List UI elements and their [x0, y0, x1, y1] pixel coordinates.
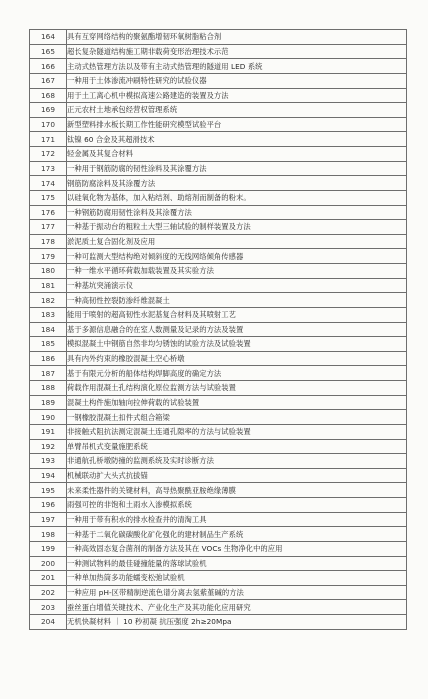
- table-row: [30, 351, 407, 366]
- row-number: 179: [30, 249, 67, 264]
- technology-title: 一种可监测大型结构绝对倾斜度的无线网络倾角传感器: [67, 249, 407, 264]
- table-row: [30, 395, 407, 410]
- technology-title: 单臂吊机式变量施肥系统: [67, 439, 407, 454]
- technology-title: 一种用于带有积水的排水检查井的清淘工具: [67, 512, 407, 527]
- row-number: 199: [30, 541, 67, 556]
- row-number: 191: [30, 424, 67, 439]
- table-row: [30, 366, 407, 381]
- row-number: 180: [30, 264, 67, 279]
- table-row: [30, 381, 407, 396]
- row-number: 189: [30, 395, 67, 410]
- row-number: 177: [30, 220, 67, 235]
- row-number: 181: [30, 278, 67, 293]
- technology-title: 正元农村土地承包经营权管理系统: [67, 103, 407, 118]
- row-number: 194: [30, 468, 67, 483]
- table-row: [30, 512, 407, 527]
- technology-title: 模拟混凝土中钢筋自然非均匀锈蚀的试验方法及试验装置: [67, 337, 407, 352]
- technology-title: 一种测试物料的最佳碰撞能量的落球试验机: [67, 556, 407, 571]
- row-number: 183: [30, 307, 67, 322]
- table-row: [30, 73, 407, 88]
- technology-title: 未来柔性器件的关键材料，高导热聚酰亚胺绝缘薄膜: [67, 483, 407, 498]
- table-row: [30, 176, 407, 191]
- technology-title: 机械联动扩大头式抗拔锚: [67, 468, 407, 483]
- technology-title: 超长复杂隧道结构施工期非载荷变形治理技术示范: [67, 44, 407, 59]
- row-number: 173: [30, 161, 67, 176]
- table-row: [30, 205, 407, 220]
- table-row: [30, 264, 407, 279]
- technology-title: 主动式热管理方法以及带有主动式热管理的隧道用 LED 系统: [67, 59, 407, 74]
- row-number: 168: [30, 88, 67, 103]
- technology-title: 无机快凝材料 ｜ 10 秒初凝 抗压强度 2h≥20Mpa: [67, 615, 407, 630]
- technology-title: 新型塑料排水板长期工作性能研究模型试验平台: [67, 117, 407, 132]
- technology-title: 一种单加热筒多功能蠕变松弛试验机: [67, 571, 407, 586]
- table-row: [30, 117, 407, 132]
- technology-title: 一种用于土体渗流冲刷特性研究的试验仪器: [67, 73, 407, 88]
- table-row: [30, 337, 407, 352]
- row-number: 192: [30, 439, 67, 454]
- row-number: 176: [30, 205, 67, 220]
- table-row: [30, 585, 407, 600]
- table-row: [30, 59, 407, 74]
- technology-title: 一种基于振动台的粗粒土大型三轴试验的制样装置及方法: [67, 220, 407, 235]
- table-row: [30, 454, 407, 469]
- row-number: 196: [30, 498, 67, 513]
- row-number: 203: [30, 600, 67, 615]
- row-number: 169: [30, 103, 67, 118]
- row-number: 190: [30, 410, 67, 425]
- technology-title: 一种高效固态复合菌剂的制备方法及其在 VOCs 生物净化中的应用: [67, 541, 407, 556]
- table-row: [30, 249, 407, 264]
- table-body: [30, 30, 407, 630]
- technology-title: 蚕丝蛋白增值关键技术、产业化生产及其功能化应用研究: [67, 600, 407, 615]
- table-row: [30, 293, 407, 308]
- table-row: [30, 30, 407, 45]
- technology-title: 基于有限元分析的船体结构焊脚高度的确定方法: [67, 366, 407, 381]
- row-number: 178: [30, 234, 67, 249]
- row-number: 185: [30, 337, 67, 352]
- table-row: [30, 44, 407, 59]
- table-row: [30, 103, 407, 118]
- technology-title: 一种基于二氧化碳碳酸化矿化强化的建材制品生产系统: [67, 527, 407, 542]
- row-number: 184: [30, 322, 67, 337]
- row-number: 202: [30, 585, 67, 600]
- table-row: [30, 483, 407, 498]
- row-number: 170: [30, 117, 67, 132]
- technology-title: 一种基坑突涌演示仪: [67, 278, 407, 293]
- technology-title: 雨强可控的非饱和土雨水入渗模拟系统: [67, 498, 407, 513]
- table-row: [30, 424, 407, 439]
- table-row: [30, 307, 407, 322]
- technology-title: 能用于喷射的超高韧性水泥基复合材料及其喷射工艺: [67, 307, 407, 322]
- row-number: 188: [30, 381, 67, 396]
- table-row: [30, 190, 407, 205]
- row-number: 165: [30, 44, 67, 59]
- table-row: [30, 615, 407, 630]
- technology-title: 一钢橡胶混凝土扣件式组合箱梁: [67, 410, 407, 425]
- row-number: 198: [30, 527, 67, 542]
- row-number: 186: [30, 351, 67, 366]
- table-row: [30, 220, 407, 235]
- technology-title: 具有互穿网络结构的聚氨酯增韧环氧树脂粘合剂: [67, 30, 407, 45]
- table-row: [30, 234, 407, 249]
- table-row: [30, 556, 407, 571]
- table-row: [30, 278, 407, 293]
- technology-title: 基于多源信息融合的在室人数测量及记录的方法及装置: [67, 322, 407, 337]
- technology-title: 钢筋防腐涂料及其涂覆方法: [67, 176, 407, 191]
- row-number: 182: [30, 293, 67, 308]
- technology-title: 混凝土构件施加轴向拉伸荷载的试验装置: [67, 395, 407, 410]
- row-number: 195: [30, 483, 67, 498]
- table-row: [30, 571, 407, 586]
- technology-title: 钛镍 60 合金及其超滑技术: [67, 132, 407, 147]
- row-number: 187: [30, 366, 67, 381]
- technology-title: 一种高韧性控裂防渗纤维混凝土: [67, 293, 407, 308]
- technology-title: 非通航孔桥墩防撞的监测系统及实时诊断方法: [67, 454, 407, 469]
- row-number: 201: [30, 571, 67, 586]
- table-row: [30, 132, 407, 147]
- table-row: [30, 322, 407, 337]
- row-number: 171: [30, 132, 67, 147]
- technology-title: 非接触式阻抗法测定混凝土连通孔隙率的方法与试验装置: [67, 424, 407, 439]
- row-number: 172: [30, 147, 67, 162]
- row-number: 167: [30, 73, 67, 88]
- table-row: [30, 161, 407, 176]
- row-number: 175: [30, 190, 67, 205]
- row-number: 174: [30, 176, 67, 191]
- row-number: 193: [30, 454, 67, 469]
- table-row: [30, 88, 407, 103]
- table-row: [30, 541, 407, 556]
- table-row: [30, 410, 407, 425]
- technology-title: 具有内外约束的橡胶混凝土空心桥墩: [67, 351, 407, 366]
- row-number: 164: [30, 30, 67, 45]
- table-row: [30, 147, 407, 162]
- technology-title: 淤泥质土复合固化剂及应用: [67, 234, 407, 249]
- row-number: 197: [30, 512, 67, 527]
- technology-title: 一种应用 pH-区带精制逆流色谱分离去氢紫堇碱的方法: [67, 585, 407, 600]
- table-row: [30, 439, 407, 454]
- row-number: 204: [30, 615, 67, 630]
- technology-title: 荷载作用混凝土孔结构演化原位监测方法与试验装置: [67, 381, 407, 396]
- row-number: 200: [30, 556, 67, 571]
- technology-title: 以硅氧化物为基体，加入粘结剂、助熔剂而制备的粉末。: [67, 190, 407, 205]
- table-row: [30, 527, 407, 542]
- technology-list-table: [29, 29, 407, 630]
- row-number: 166: [30, 59, 67, 74]
- technology-title: 一种钢筋防腐用韧性涂料及其涂覆方法: [67, 205, 407, 220]
- table-row: [30, 600, 407, 615]
- technology-title: 轻金属及其复合材料: [67, 147, 407, 162]
- table-row: [30, 498, 407, 513]
- technology-title: 一种一维水平循环荷载加载装置及其实验方法: [67, 264, 407, 279]
- technology-title: 用于土工离心机中模拟高速公路建造的装置及方法: [67, 88, 407, 103]
- table-row: [30, 468, 407, 483]
- technology-title: 一种用于钢筋防腐的韧性涂料及其涂覆方法: [67, 161, 407, 176]
